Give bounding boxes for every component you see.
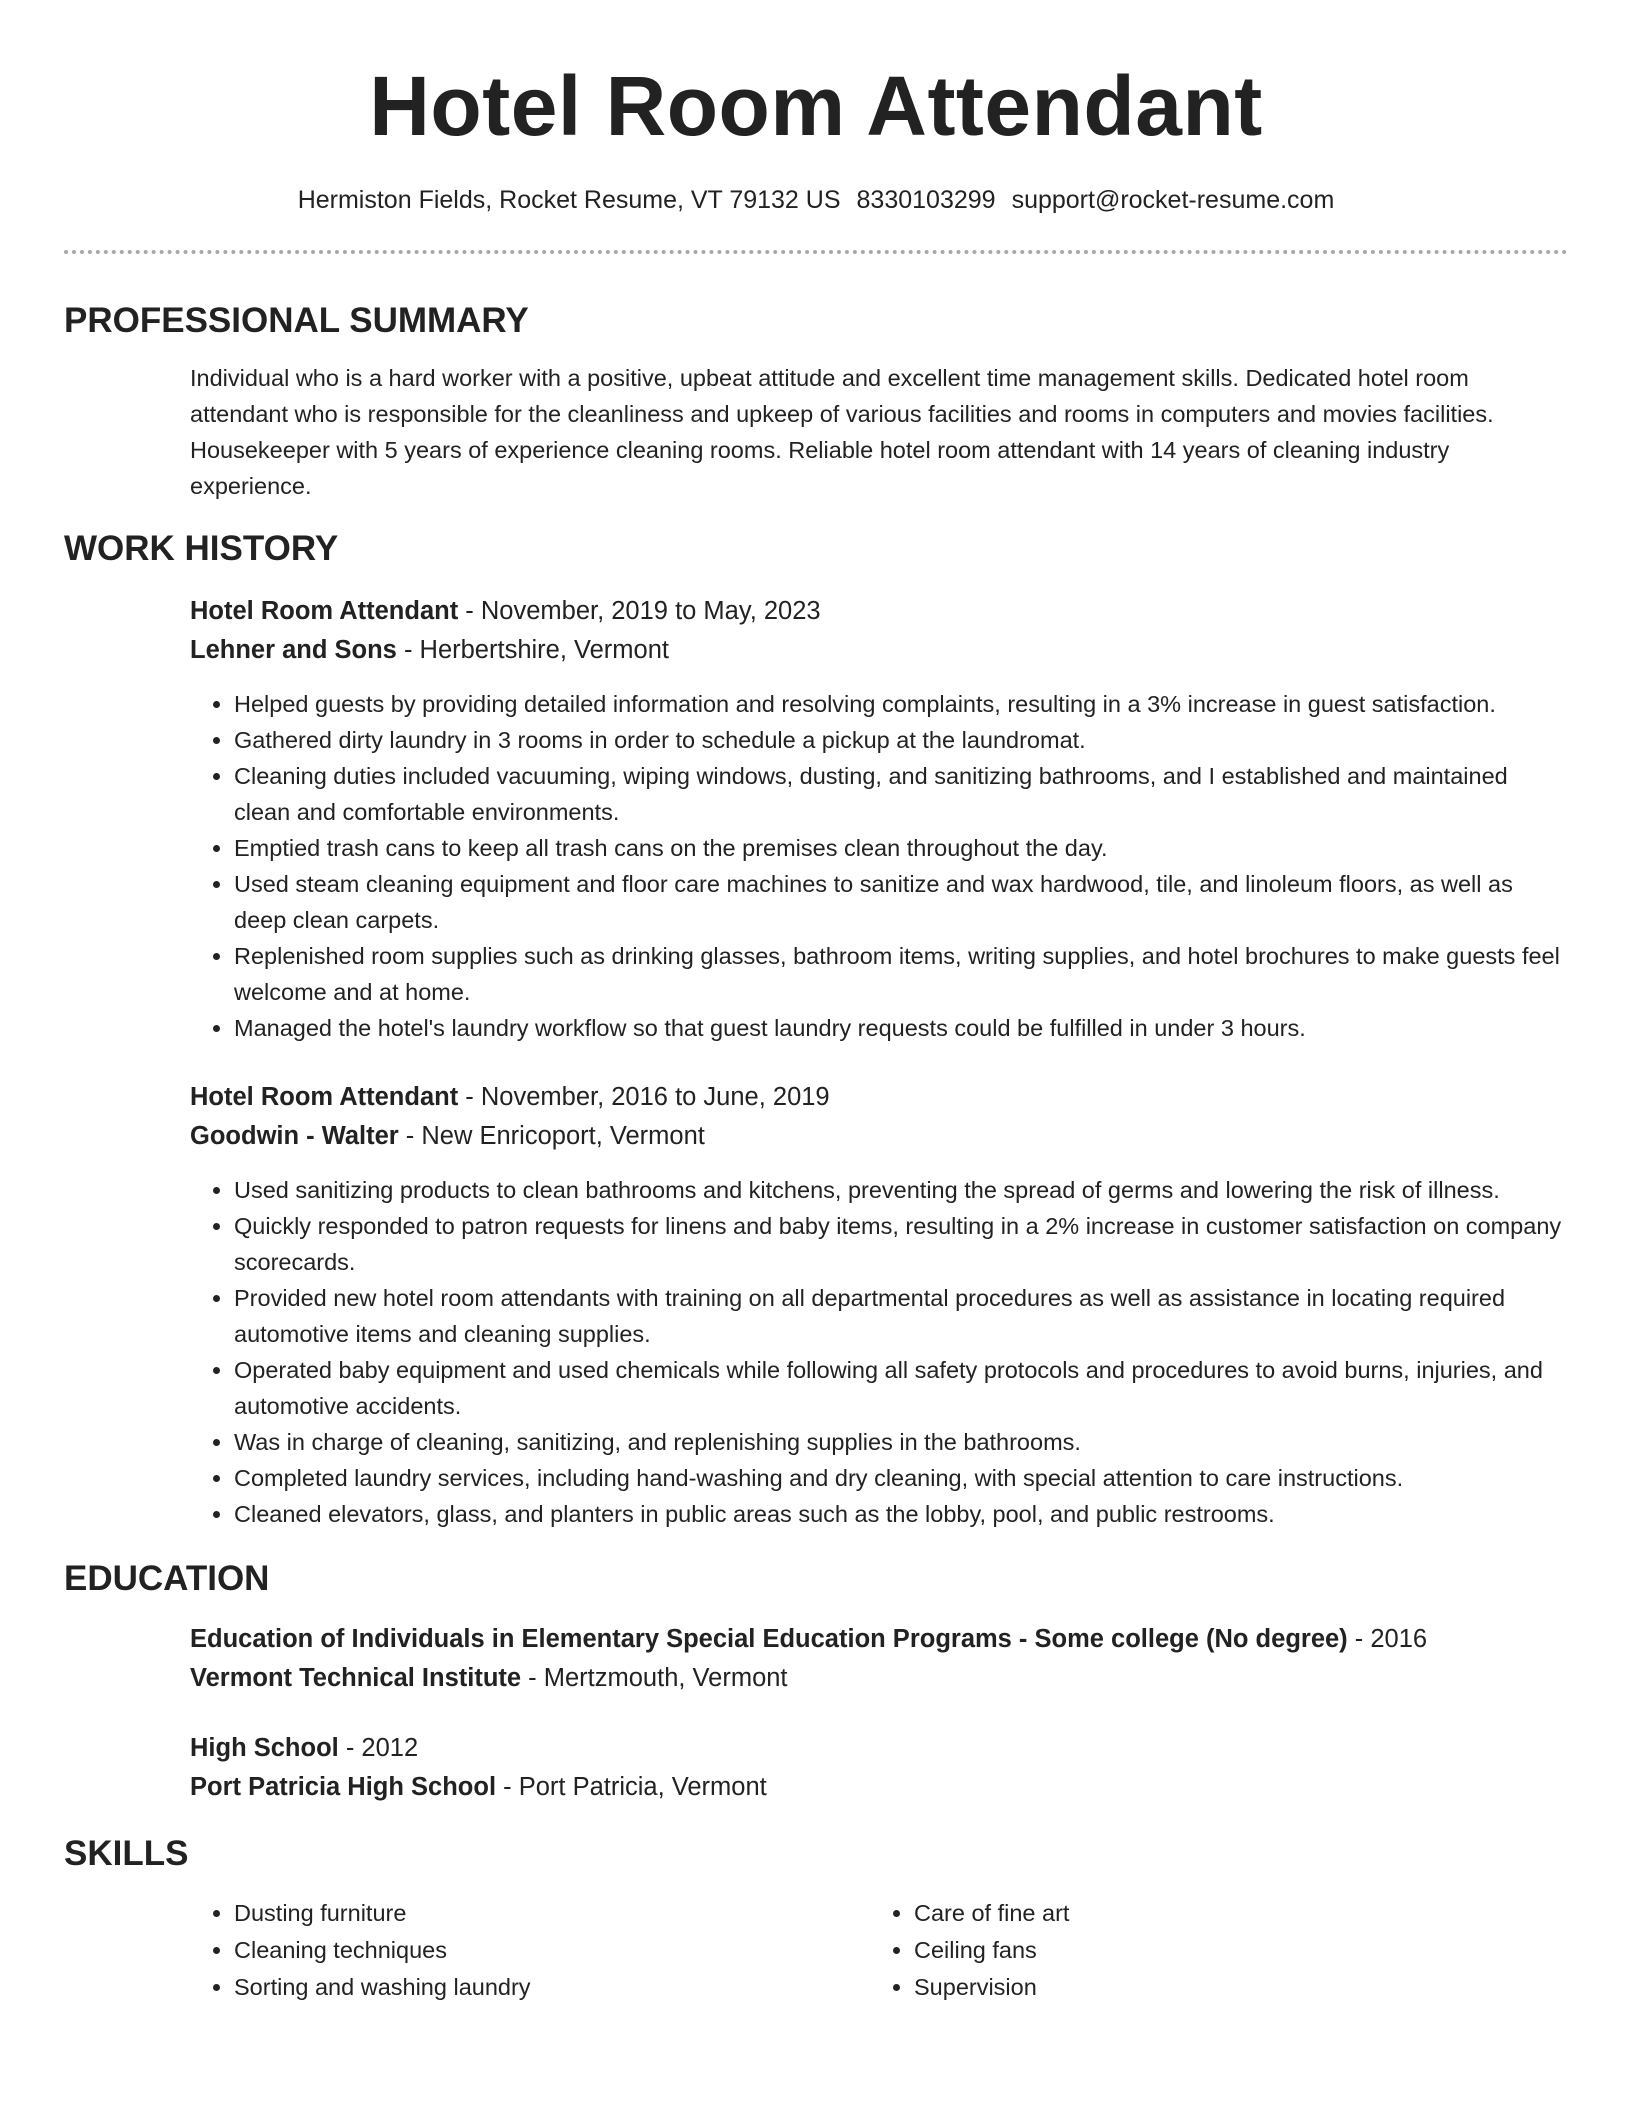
education-section: [64, 1558, 1568, 1807]
skills-section: [64, 1833, 1568, 2006]
education-school: Vermont Technical Institute: [190, 1664, 522, 1692]
job-location: - New Enricoport, Vermont: [398, 1122, 705, 1150]
job-role: Hotel Room Attendant: [190, 597, 459, 625]
education-location: - Mertzmouth, Vermont: [521, 1664, 788, 1692]
list-item: • Cleaned elevators, glass, and planters in public areas such as the lobby, pool, and public restrooms.: [234, 1496, 1568, 1532]
job-role-line: [190, 592, 1568, 631]
skills-title: SKILLS: [64, 1834, 189, 1873]
job-company: Goodwin - Walter: [190, 1122, 399, 1150]
job-company-line: [190, 1117, 1568, 1156]
skills-list: [190, 1895, 1568, 2006]
education-entry: [190, 1620, 1568, 1698]
work-section: [64, 528, 1568, 1532]
list-item: • Used steam cleaning equipment and floor care machines to sanitize and wax hardwood, tile, and linoleum floors, as well as deep clean carpets.: [234, 866, 1568, 938]
work-title: WORK HISTORY: [64, 529, 339, 568]
job-bullets: [190, 1172, 1568, 1532]
job-dates: - November, 2019 to May, 2023: [458, 597, 821, 625]
education-title: EDUCATION: [64, 1559, 270, 1598]
list-item: • Was in charge of cleaning, sanitizing, and replenishing supplies in the bathrooms.: [234, 1424, 1568, 1460]
contact-phone: 8330103299: [856, 186, 996, 214]
resume-name: Hotel Room Attendant: [369, 59, 1263, 153]
list-item: • Supervision: [914, 1969, 1550, 2006]
list-item: • Dusting furniture: [234, 1895, 870, 1932]
education-degree: High School: [190, 1734, 339, 1762]
list-item: • Provided new hotel room attendants with training on all departmental procedures as well as assistance in locating required automotive items and cleaning supplies.: [234, 1280, 1568, 1352]
skills-column-left: [190, 1895, 870, 2006]
education-school: Port Patricia High School: [190, 1773, 497, 1801]
list-item: • Cleaning techniques: [234, 1932, 870, 1969]
education-entry: [190, 1729, 1568, 1807]
job-role-line: [190, 1078, 1568, 1117]
education-degree: Education of Individuals in Elementary Special Education Programs - Some college (No degree): [190, 1625, 1348, 1653]
contact-line: [64, 184, 1568, 216]
list-item: • Ceiling fans: [914, 1932, 1550, 1969]
education-year: - 2016: [1347, 1625, 1428, 1653]
list-item: • Used sanitizing products to clean bathrooms and kitchens, preventing the spread of germs and lowering the risk of illness.: [234, 1172, 1568, 1208]
list-item: • Emptied trash cans to keep all trash cans on the premises clean throughout the day.: [234, 830, 1568, 866]
list-item: • Cleaning duties included vacuuming, wiping windows, dusting, and sanitizing bathrooms, and I established and maintained clean and comfortable environments.: [234, 758, 1568, 830]
summary-section: [64, 300, 1568, 504]
list-item: • Quickly responded to patron requests for linens and baby items, resulting in a 2% increase in customer satisfaction on company scorecards.: [234, 1208, 1568, 1280]
job-company-line: [190, 631, 1568, 670]
job-company: Lehner and Sons: [190, 636, 397, 664]
list-item: • Gathered dirty laundry in 3 rooms in order to schedule a pickup at the laundromat.: [234, 722, 1568, 758]
job-role: Hotel Room Attendant: [190, 1083, 459, 1111]
list-item: • Completed laundry services, including hand-washing and dry cleaning, with special attention to care instructions.: [234, 1460, 1568, 1496]
contact-email: support@rocket-resume.com: [1011, 186, 1335, 214]
education-location: - Port Patricia, Vermont: [496, 1773, 767, 1801]
summary-title: PROFESSIONAL SUMMARY: [64, 301, 529, 340]
education-year: - 2012: [338, 1734, 419, 1762]
education-degree-line: [190, 1729, 1568, 1768]
list-item: • Sorting and washing laundry: [234, 1969, 870, 2006]
summary-text: Individual who is a hard worker with a positive, upbeat attitude and excellent time management skills. Dedicated hotel room attendant who is responsible for the cleanliness and upkeep of various facilities and rooms in computers and movies facilities. Housekeeper with 5 years of experience cleaning rooms. Reliable hotel room attendant with 14 years of cleaning industry experience.: [190, 365, 1494, 499]
list-item: • Replenished room supplies such as drinking glasses, bathroom items, writing supplies, and hotel brochures to make guests feel welcome and at home.: [234, 938, 1568, 1010]
education-degree-line: [190, 1620, 1568, 1659]
list-item: • Operated baby equipment and used chemicals while following all safety protocols and procedures to avoid burns, injuries, and automotive accidents.: [234, 1352, 1568, 1424]
list-item: • Managed the hotel's laundry workflow so that guest laundry requests could be fulfilled in under 3 hours.: [234, 1010, 1568, 1046]
education-school-line: [190, 1659, 1568, 1698]
skills-column-right: [870, 1895, 1550, 2006]
job-entry: [190, 1078, 1568, 1532]
contact-address: Hermiston Fields, Rocket Resume, VT 79132 US: [297, 186, 841, 214]
job-location: - Herbertshire, Vermont: [396, 636, 669, 664]
job-dates: - November, 2016 to June, 2019: [458, 1083, 830, 1111]
job-bullets: [190, 686, 1568, 1046]
education-school-line: [190, 1768, 1568, 1807]
job-entry: [190, 592, 1568, 1046]
list-item: • Care of fine art: [914, 1895, 1550, 1932]
list-item: • Helped guests by providing detailed information and resolving complaints, resulting in a 3% increase in guest satisfaction.: [234, 686, 1568, 722]
header-divider: [64, 250, 1568, 254]
